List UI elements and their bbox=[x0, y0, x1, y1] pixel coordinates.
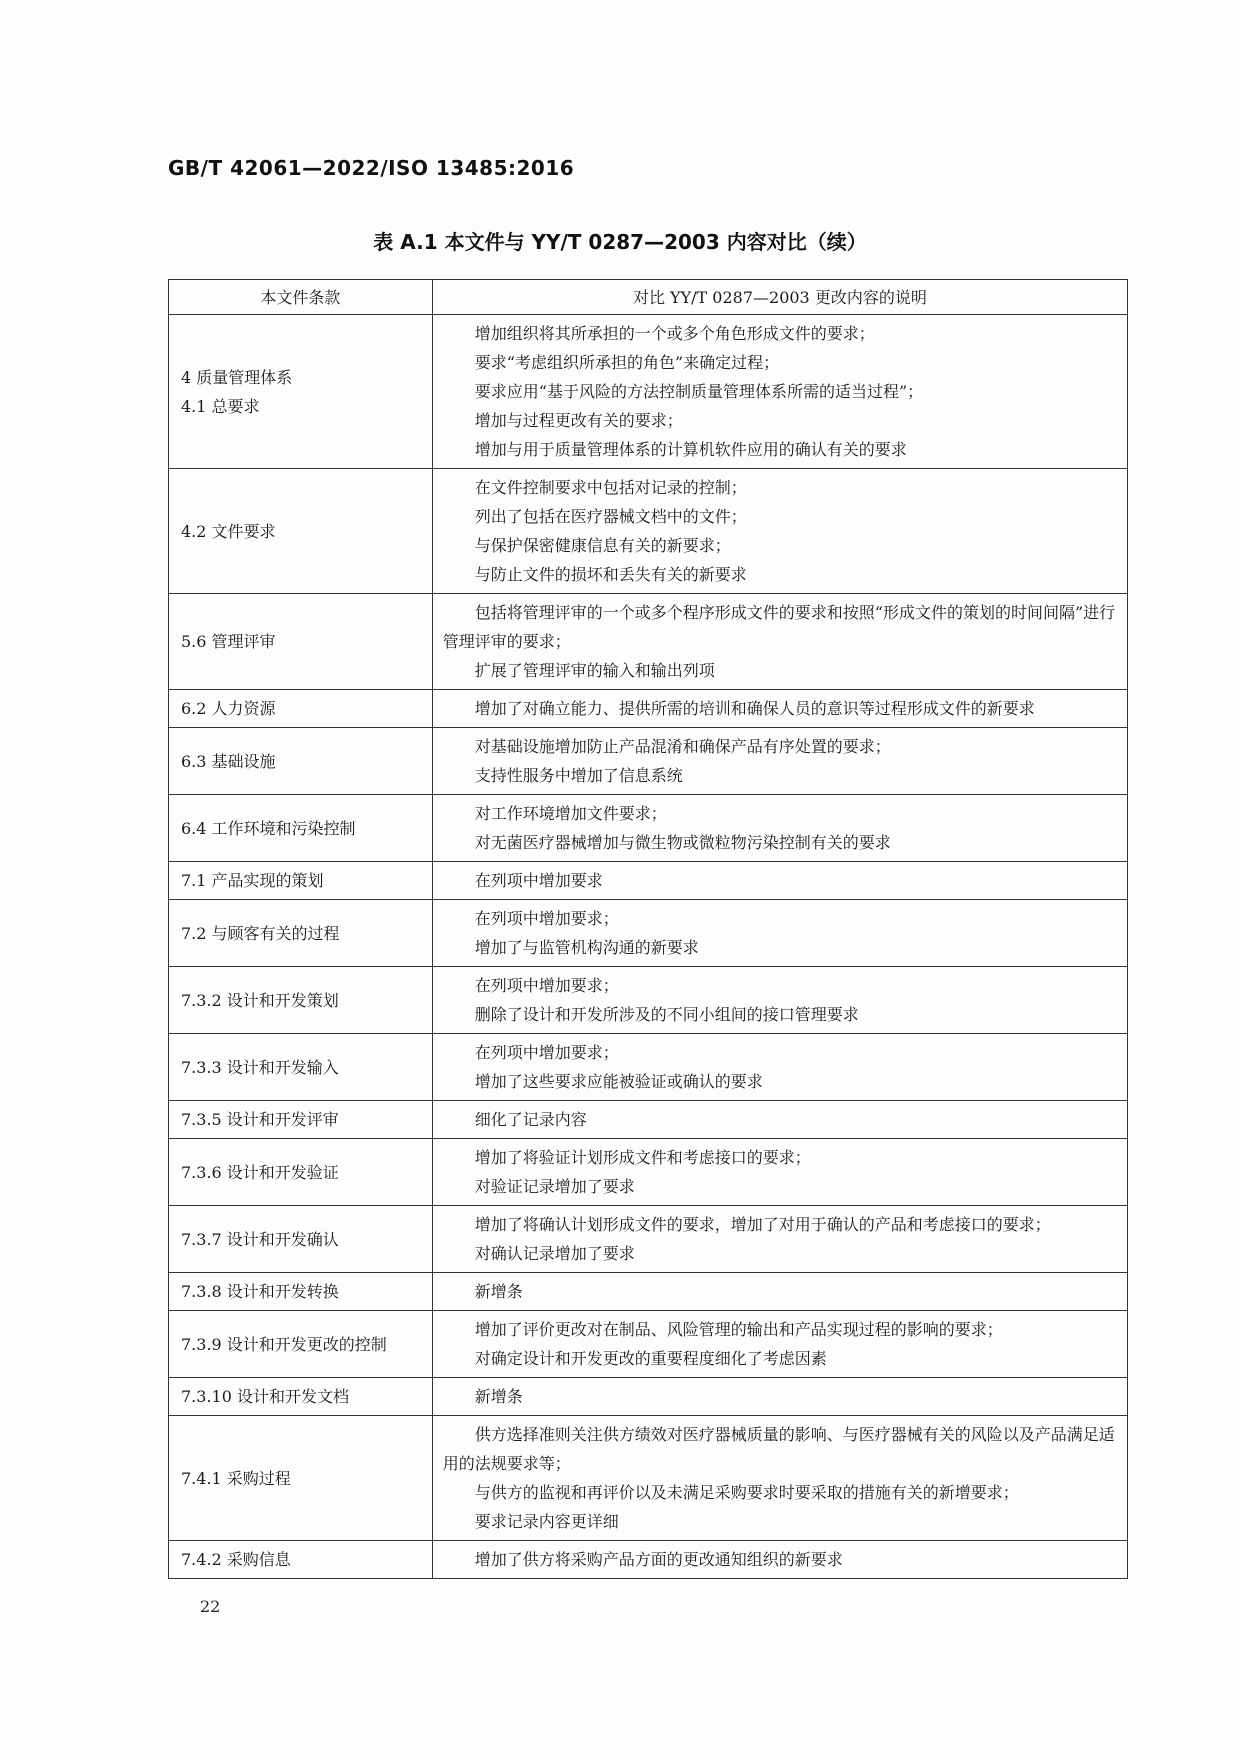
clause-text: 4.2 文件要求 bbox=[181, 521, 276, 541]
comparison-table bbox=[168, 279, 1128, 1579]
description-line: 在列项中增加要求； bbox=[474, 909, 619, 928]
clause-text: 7.3.3 设计和开发输入 bbox=[181, 1057, 339, 1077]
clause-text: 4 质量管理体系 bbox=[181, 367, 293, 387]
description-line: 对确认记录增加了要求 bbox=[474, 1244, 635, 1263]
table-row bbox=[169, 469, 1128, 594]
clause-text: 5.6 管理评审 bbox=[181, 632, 276, 651]
table-row bbox=[169, 1206, 1128, 1273]
description-cell bbox=[432, 1311, 1127, 1378]
description-cell bbox=[432, 1101, 1127, 1139]
description-line: 对基础设施增加防止产品混淆和确保产品有序处置的要求； bbox=[474, 737, 891, 756]
description-line: 新增条 bbox=[474, 1282, 523, 1301]
clause-cell bbox=[169, 1541, 433, 1579]
description-line: 供方选择准则关注供方绩效对医疗器械质量的影响、与医疗器械有关的风险以及产品满足适用的法规要求等； bbox=[442, 1425, 1115, 1473]
description-line: 与防止文件的损坏和丢失有关的新要求 bbox=[474, 565, 747, 584]
description-cell bbox=[432, 1541, 1127, 1579]
description-line: 新增条 bbox=[474, 1387, 523, 1406]
description-line: 增加与用于质量管理体系的计算机软件应用的确认有关的要求 bbox=[474, 440, 907, 459]
table-row bbox=[169, 1273, 1128, 1311]
description-line: 增加了与监管机构沟通的新要求 bbox=[474, 938, 699, 957]
table-title: 表 A.1 本文件与 YY/T 0287—2003 内容对比（续） bbox=[373, 230, 867, 254]
clause-text: 7.3.10 设计和开发文档 bbox=[181, 1387, 349, 1406]
description-cell bbox=[432, 795, 1127, 862]
table-row bbox=[169, 1139, 1128, 1206]
clause-text: 7.3.5 设计和开发评审 bbox=[181, 1110, 339, 1129]
description-cell bbox=[432, 1139, 1127, 1206]
page-number: 22 bbox=[200, 1597, 221, 1616]
clause-cell bbox=[169, 594, 433, 690]
description-line: 包括将管理评审的一个或多个程序形成文件的要求和按照“形成文件的策划的时间间隔”进行管理评审的要求； bbox=[442, 603, 1116, 651]
clause-cell bbox=[169, 690, 433, 728]
table-row bbox=[169, 1311, 1128, 1378]
description-line: 细化了记录内容 bbox=[474, 1110, 587, 1129]
clause-cell bbox=[169, 1311, 433, 1378]
table-body bbox=[169, 315, 1128, 1579]
description-cell bbox=[432, 728, 1127, 795]
clause-text: 7.1 产品实现的策划 bbox=[181, 871, 324, 890]
description-line: 增加了这些要求应能被验证或确认的要求 bbox=[474, 1072, 763, 1091]
description-cell bbox=[432, 469, 1127, 594]
description-line: 扩展了管理评审的输入和输出列项 bbox=[474, 661, 715, 680]
column-header-clause: 本文件条款 bbox=[169, 280, 433, 315]
table-row bbox=[169, 1101, 1128, 1139]
clause-text: 7.4.2 采购信息 bbox=[181, 1550, 291, 1569]
description-line: 在文件控制要求中包括对记录的控制； bbox=[474, 478, 747, 497]
table-row bbox=[169, 862, 1128, 900]
clause-cell bbox=[169, 862, 433, 900]
table-row bbox=[169, 1378, 1128, 1416]
clause-text: 7.3.6 设计和开发验证 bbox=[181, 1162, 339, 1182]
table-row bbox=[169, 1416, 1128, 1541]
description-line: 增加与过程更改有关的要求； bbox=[474, 411, 683, 430]
clause-cell bbox=[169, 315, 433, 469]
description-line: 对无菌医疗器械增加与微生物或微粒物污染控制有关的要求 bbox=[474, 833, 891, 852]
description-cell bbox=[432, 315, 1127, 469]
clause-text: 7.3.8 设计和开发转换 bbox=[181, 1282, 339, 1301]
description-line: 删除了设计和开发所涉及的不同小组间的接口管理要求 bbox=[474, 1005, 859, 1024]
clause-cell bbox=[169, 1101, 433, 1139]
table-row bbox=[169, 900, 1128, 967]
clause-text: 6.3 基础设施 bbox=[181, 751, 276, 771]
document-code: GB/T 42061—2022/ISO 13485:2016 bbox=[168, 156, 575, 180]
clause-cell bbox=[169, 1273, 433, 1311]
table-row bbox=[169, 728, 1128, 795]
description-cell bbox=[432, 1034, 1127, 1101]
clause-cell bbox=[169, 1416, 433, 1541]
clause-cell bbox=[169, 1206, 433, 1273]
description-line: 要求“考虑组织所承担的角色”来确定过程； bbox=[474, 353, 780, 372]
description-cell bbox=[432, 1206, 1127, 1273]
clause-cell bbox=[169, 1139, 433, 1206]
description-cell bbox=[432, 1416, 1127, 1541]
clause-text: 6.4 工作环境和污染控制 bbox=[181, 818, 356, 838]
description-line: 对验证记录增加了要求 bbox=[474, 1177, 635, 1196]
description-line: 列出了包括在医疗器械文档中的文件； bbox=[474, 507, 747, 526]
description-cell bbox=[432, 900, 1127, 967]
description-line: 增加了将验证计划形成文件和考虑接口的要求； bbox=[474, 1148, 811, 1167]
description-line: 在列项中增加要求 bbox=[474, 871, 603, 890]
clause-text: 6.2 人力资源 bbox=[181, 699, 276, 718]
description-cell bbox=[432, 967, 1127, 1034]
clause-cell bbox=[169, 728, 433, 795]
table-row bbox=[169, 967, 1128, 1034]
description-cell bbox=[432, 690, 1127, 728]
description-line: 要求应用“基于风险的方法控制质量管理体系所需的适当过程”； bbox=[474, 382, 924, 401]
description-cell bbox=[432, 1378, 1127, 1416]
description-line: 对工作环境增加文件要求； bbox=[474, 804, 667, 823]
table-row bbox=[169, 594, 1128, 690]
clause-cell bbox=[169, 967, 433, 1034]
clause-text: 7.3.7 设计和开发确认 bbox=[181, 1229, 339, 1249]
clause-text: 4.1 总要求 bbox=[181, 396, 260, 416]
clause-cell bbox=[169, 1034, 433, 1101]
column-header-description: 对比 YY/T 0287—2003 更改内容的说明 bbox=[432, 280, 1127, 315]
clause-cell bbox=[169, 1378, 433, 1416]
table-header-row bbox=[169, 280, 1128, 315]
description-cell bbox=[432, 862, 1127, 900]
clause-text: 7.3.2 设计和开发策划 bbox=[181, 990, 339, 1010]
description-line: 在列项中增加要求； bbox=[474, 976, 619, 995]
description-line: 对确定设计和开发更改的重要程度细化了考虑因素 bbox=[474, 1349, 827, 1368]
table-row bbox=[169, 690, 1128, 728]
table-row bbox=[169, 795, 1128, 862]
description-line: 与供方的监视和再评价以及未满足采购要求时要采取的措施有关的新增要求； bbox=[474, 1483, 1019, 1502]
clause-text: 7.3.9 设计和开发更改的控制 bbox=[181, 1334, 387, 1354]
description-line: 支持性服务中增加了信息系统 bbox=[474, 766, 683, 785]
clause-cell bbox=[169, 900, 433, 967]
clause-text: 7.2 与顾客有关的过程 bbox=[181, 923, 340, 943]
description-line: 增加了评价更改对在制品、风险管理的输出和产品实现过程的影响的要求； bbox=[474, 1320, 1003, 1339]
description-line: 增加组织将其所承担的一个或多个角色形成文件的要求； bbox=[474, 324, 875, 343]
description-line: 增加了将确认计划形成文件的要求，增加了对用于确认的产品和考虑接口的要求； bbox=[474, 1215, 1051, 1234]
clause-text: 7.4.1 采购过程 bbox=[181, 1468, 291, 1488]
description-line: 在列项中增加要求； bbox=[474, 1043, 619, 1062]
table-row bbox=[169, 1541, 1128, 1579]
description-line: 增加了对确立能力、提供所需的培训和确保人员的意识等过程形成文件的新要求 bbox=[474, 699, 1035, 718]
clause-cell bbox=[169, 795, 433, 862]
description-cell bbox=[432, 594, 1127, 690]
description-cell bbox=[432, 1273, 1127, 1311]
description-line: 增加了供方将采购产品方面的更改通知组织的新要求 bbox=[474, 1550, 843, 1569]
clause-cell bbox=[169, 469, 433, 594]
description-line: 与保护保密健康信息有关的新要求； bbox=[474, 536, 731, 555]
description-line: 要求记录内容更详细 bbox=[474, 1512, 619, 1531]
table-row bbox=[169, 315, 1128, 469]
table-row bbox=[169, 1034, 1128, 1101]
